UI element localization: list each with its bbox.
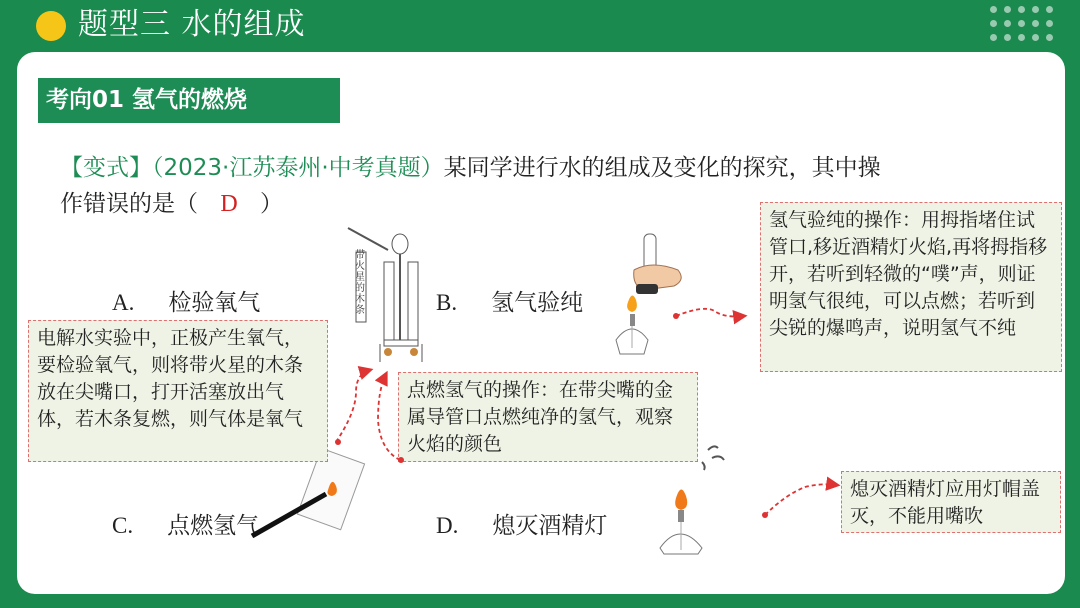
slide-title: 题型三 水的组成 [78, 7, 306, 42]
question-stem-line2: 作错误的是（ [60, 191, 198, 217]
answer-mark: D [220, 191, 238, 217]
splint-label: 带火星的木条 [355, 250, 365, 316]
note-option-d: 熄灭酒精灯应用灯帽盖灭，不能用嘴吹 [841, 471, 1061, 533]
note-option-a: 电解水实验中，正极产生氧气，要检验氧气，则将带火星的木条放在尖嘴口，打开活塞放出气体，若木条复燃，则气体是氧气 [28, 320, 328, 462]
arrow-d-icon [765, 484, 837, 515]
arrow-b-icon [676, 309, 744, 317]
arrow-c-icon [378, 374, 400, 460]
variant-tag: 【变式】 [60, 155, 152, 181]
question-stem-line1: 某同学进行水的组成及变化的探究，其中操 [443, 155, 881, 181]
topic-banner: 考向01 氢气的燃烧 [38, 78, 340, 123]
option-d-text: 熄灭酒精灯 [492, 513, 608, 539]
option-c-text: 点燃氢气 [167, 513, 260, 539]
option-b-letter: B. [436, 290, 458, 315]
question-stem-close: ） [260, 191, 283, 217]
option-a-letter: A. [112, 290, 135, 315]
question-source: （2023·江苏泰州·中考真题） [152, 155, 444, 181]
arrow-a-icon [336, 370, 370, 442]
option-d-letter: D. [436, 513, 459, 538]
note-option-b: 氢气验纯的操作：用拇指堵住试管口,移近酒精灯火焰,再将拇指移开，若听到轻微的“噗”声，则证明氢气很纯，可以点燃；若听到尖锐的爆鸣声，说明氢气不纯 [760, 202, 1062, 372]
note-option-c: 点燃氢气的操作：在带尖嘴的金属导管口点燃纯净的氢气，观察火焰的颜色 [398, 372, 698, 462]
option-a-text: 检验氧气 [168, 290, 261, 316]
option-c-letter: C. [112, 513, 134, 538]
option-b-text: 氢气验纯 [491, 290, 584, 316]
